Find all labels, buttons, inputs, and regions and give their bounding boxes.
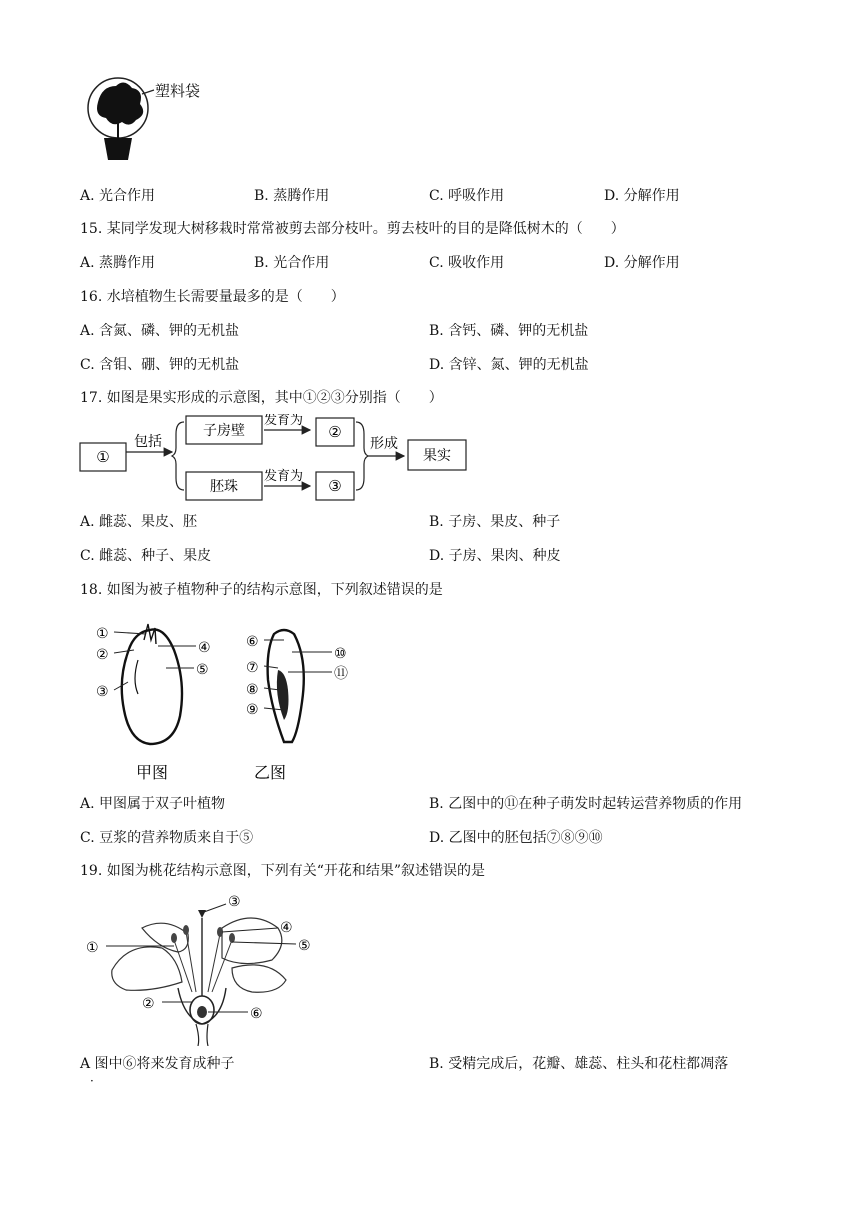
flower-label-1: ① (86, 940, 99, 956)
seed-label-5: ⑤ (196, 662, 209, 678)
q18-option-b: B. 乙图中的⑪在种子萌发时起转运营养物质的作用 (429, 796, 743, 812)
q19-stem: 19. 如图为桃花结构示意图，下列有关“开花和结果”叙述错误的是 (80, 863, 486, 879)
q18-option-a: A. 甲图属于双子叶植物 (80, 796, 226, 812)
q17-option-c: C. 雌蕊、种子、果皮 (80, 548, 212, 564)
seed-label-8: ⑧ (246, 682, 259, 698)
seed-label-10: ⑩ (334, 646, 347, 662)
seed-label-1: ① (96, 626, 109, 642)
q16-option-d: D. 含锌、氮、钾的无机盐 (429, 357, 589, 373)
seed-label-7: ⑦ (246, 660, 259, 676)
q15-option-a: A. 蒸腾作用 (80, 255, 156, 271)
seed-label-11: ⑪ (334, 666, 348, 682)
peach-flower-figure (82, 888, 332, 1046)
q16-option-c: C. 含钼、硼、钾的无机盐 (80, 357, 240, 373)
q15-stem: 15. 某同学发现大树移栽时常常被剪去部分枝叶。剪去枝叶的目的是降低树木的（ ） (80, 221, 625, 237)
q18-option-c: C. 豆浆的营养物质来自于⑤ (80, 830, 254, 846)
q19-option-a: A 图中⑥将来发育成种子 (80, 1056, 235, 1072)
q16-option-a: A. 含氮、磷、钾的无机盐 (80, 323, 240, 339)
diagram-include-label: 包括 (134, 434, 162, 450)
seed-label-3: ③ (96, 684, 109, 700)
q17-stem: 17. 如图是果实形成的示意图，其中①②③分别指（ ） (80, 390, 443, 406)
flower-label-3: ③ (228, 894, 241, 910)
q14-option-a: A. 光合作用 (80, 188, 156, 204)
diagram-box-3: ③ (328, 477, 342, 495)
seed-structure-figure (88, 620, 368, 785)
q14-option-d: D. 分解作用 (604, 188, 680, 204)
diagram-develop-label-2: 发育为 (264, 469, 304, 484)
q15-option-c: C. 吸收作用 (429, 255, 505, 271)
plant-in-bag-figure (80, 72, 230, 164)
seed-label-2: ② (96, 647, 109, 663)
q19-option-a-dot: · (90, 1074, 94, 1088)
q14-option-c: C. 呼吸作用 (429, 188, 505, 204)
diagram-form-label: 形成 (370, 436, 398, 452)
fruit-formation-diagram (78, 414, 478, 506)
seed-label-4: ④ (198, 640, 211, 656)
flower-label-4: ④ (280, 920, 293, 936)
q14-option-b: B. 蒸腾作用 (254, 188, 330, 204)
bag-label: 塑料袋 (155, 82, 201, 100)
flower-label-6: ⑥ (250, 1006, 263, 1022)
q18-option-d: D. 乙图中的胚包括⑦⑧⑨⑩ (429, 830, 603, 846)
diagram-ovary-wall: 子房壁 (203, 423, 245, 439)
diagram-develop-label-1: 发育为 (264, 414, 304, 428)
seed-label-9: ⑨ (246, 702, 259, 718)
q16-option-b: B. 含钙、磷、钾的无机盐 (429, 323, 589, 339)
q17-option-a: A. 雌蕊、果皮、胚 (80, 514, 198, 530)
q17-option-d: D. 子房、果肉、种皮 (429, 548, 561, 564)
q15-option-d: D. 分解作用 (604, 255, 680, 271)
q15-option-b: B. 光合作用 (254, 255, 330, 271)
diagram-ovule: 胚珠 (210, 479, 238, 495)
q17-option-b: B. 子房、果皮、种子 (429, 514, 561, 530)
diagram-box-1: ① (96, 448, 110, 466)
flower-label-5: ⑤ (298, 938, 311, 954)
flower-label-2: ② (142, 996, 155, 1012)
diagram-fruit: 果实 (423, 448, 451, 464)
q16-stem: 16. 水培植物生长需要量最多的是（ ） (80, 289, 345, 305)
q19-option-b: B. 受精完成后，花瓣、雄蕊、柱头和花柱都凋落 (429, 1056, 729, 1072)
seed-label-6: ⑥ (246, 634, 259, 650)
diagram-box-2: ② (328, 423, 342, 441)
figure-yi-label: 乙图 (254, 763, 287, 782)
q18-stem: 18. 如图为被子植物种子的结构示意图，下列叙述错误的是 (80, 582, 443, 598)
figure-jia-label: 甲图 (136, 763, 169, 782)
